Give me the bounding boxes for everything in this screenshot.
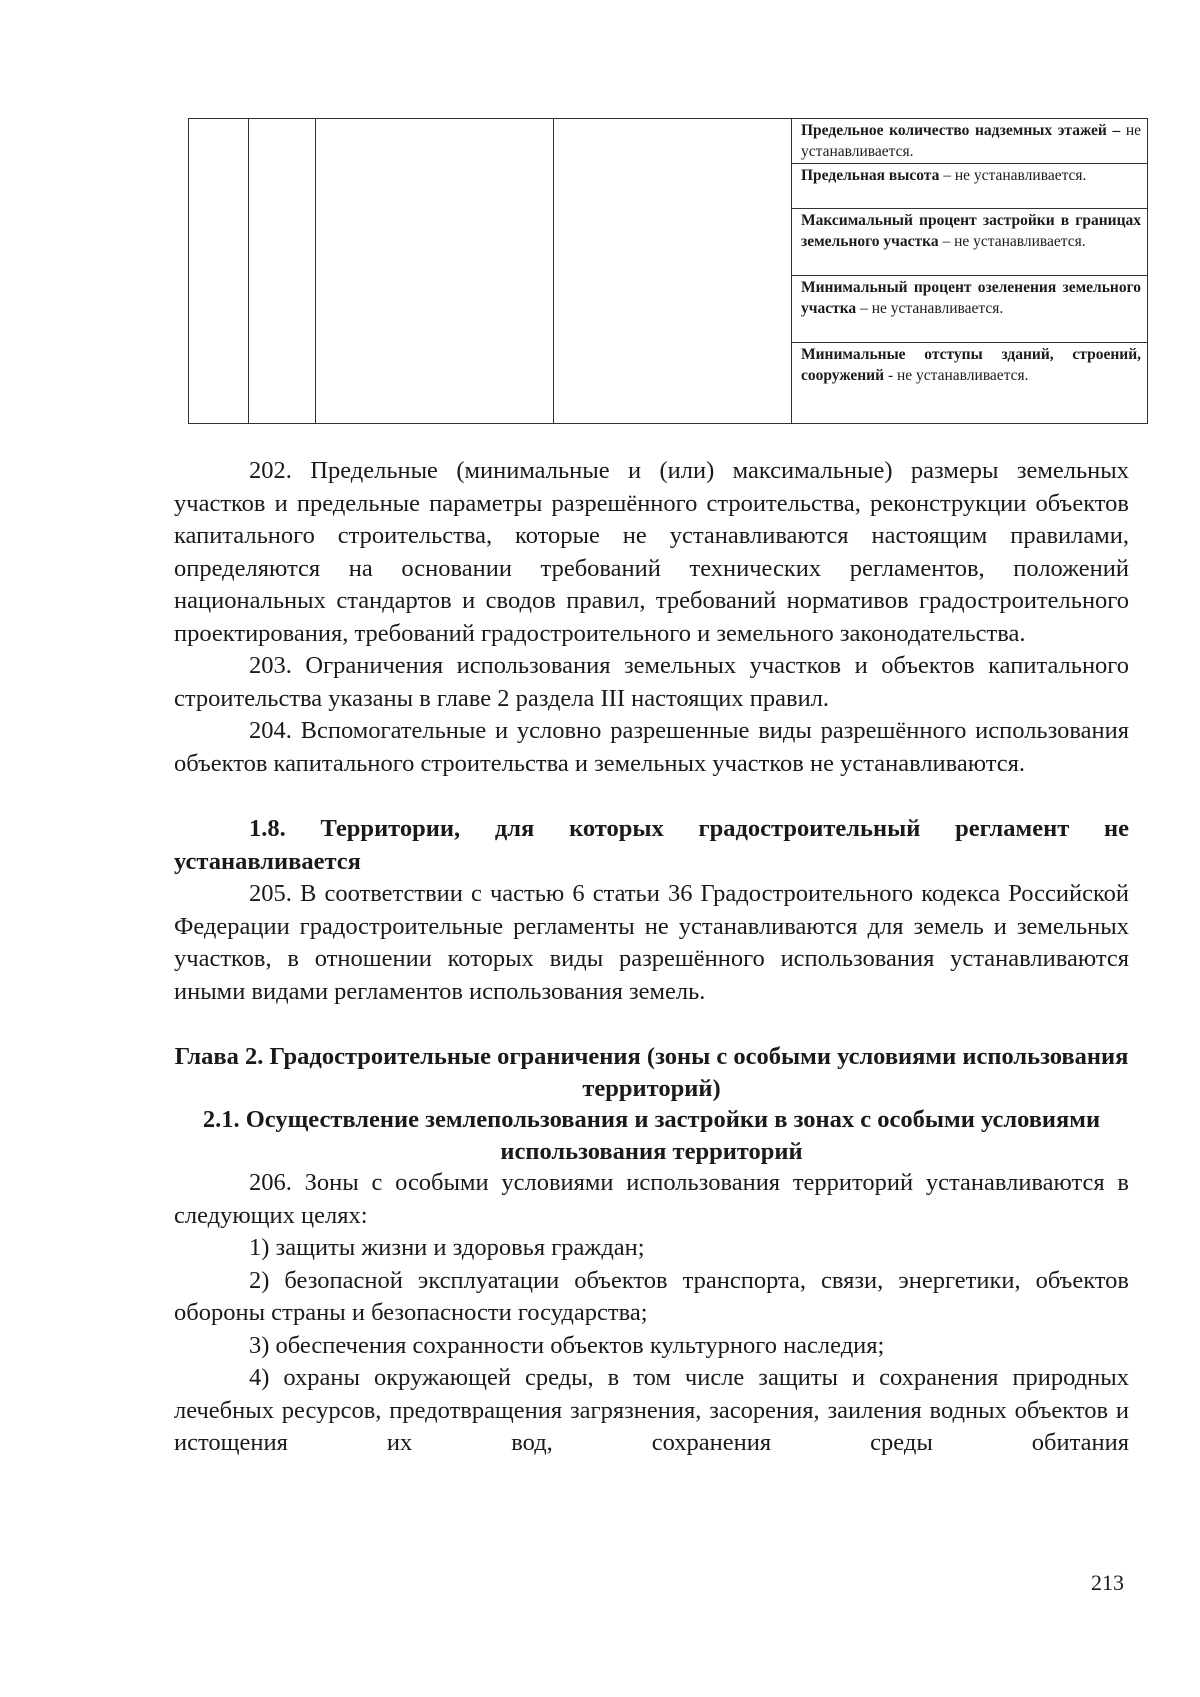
paragraph-202: 202. Предельные (минимальные и (или) максимальные) размеры земельных участков и предельные параметры разрешённого строительства, реконструкции объектов капитального строительства, которые не устанавливаются настоящим правилами, определяются на основании требований технических регламентов, положений национальных стандартов и сводов правил, требований нормативов градостроительного проектирования, требований градостроительного и земельного законодательства. (174, 457, 1129, 647)
table-cell-empty-4 (554, 119, 792, 424)
list-item-1: 1) защиты жизни и здоровья граждан; (249, 1234, 645, 1261)
param-height: Предельная высота – не устанавливается. (792, 164, 1147, 209)
table-cell-empty-2 (249, 119, 316, 424)
table-cell-empty-1 (189, 119, 249, 424)
section-heading-1-8: 1.8. Территории, для которых градостроительный регламент не устанавливается (174, 815, 1129, 875)
param-max-coverage: Максимальный процент застройки в границах земельного участка – не устанавливается. (792, 209, 1147, 276)
page-number: 213 (1091, 1570, 1124, 1595)
table-cell-parameters (792, 119, 1148, 424)
param-min-setbacks: Минимальные отступы зданий, строений, сооружений - не устанавливается. (801, 346, 1141, 384)
list-item-4: 4) охраны окружающей среды, в том числе защиты и сохранения природных лечебных ресурсов, предотвращения загрязнения, засорения, заиления водных объектов и истощения их вод, сохранения среды обитания (174, 1364, 1129, 1456)
regulation-table (188, 118, 1148, 424)
paragraph-203: 203. Ограничения использования земельных участков и объектов капитального строительства указаны в главе 2 раздела III настоящих правил. (174, 652, 1129, 712)
paragraph-204: 204. Вспомогательные и условно разрешенные виды разрешённого использования объектов капитального строительства и земельных участков не устанавливаются. (174, 717, 1129, 777)
table-cell-empty-3 (316, 119, 554, 424)
param-min-greening: Минимальный процент озеленения земельного участка – не устанавливается. (792, 276, 1147, 343)
paragraph-206: 206. Зоны с особыми условиями использования территорий устанавливаются в следующих целях: (174, 1169, 1129, 1229)
body-text (174, 455, 1129, 1460)
list-item-3: 3) обеспечения сохранности объектов культурного наследия; (249, 1331, 885, 1359)
section-heading-2-1: 2.1. Осуществление землепользования и застройки в зонах с особыми условиями использования территорий (202, 1106, 1101, 1165)
list-item-2: 2) безопасной эксплуатации объектов транспорта, связи, энергетики, объектов обороны страны и безопасности государства; (174, 1266, 1129, 1326)
paragraph-205: 205. В соответствии с частью 6 статьи 36 Градостроительного кодекса Российской Федерации градостроительные регламенты не устанавливаются для земель и земельных участков, в отношении которых виды разрешённого использования устанавливаются иными видами регламентов использования земель. (174, 880, 1129, 1005)
chapter-2-heading: Глава 2. Градостроительные ограничения (зоны с особыми условиями использования территорий) (174, 1043, 1129, 1102)
param-floors: Предельное количество надземных этажей – не устанавливается. (792, 119, 1147, 164)
